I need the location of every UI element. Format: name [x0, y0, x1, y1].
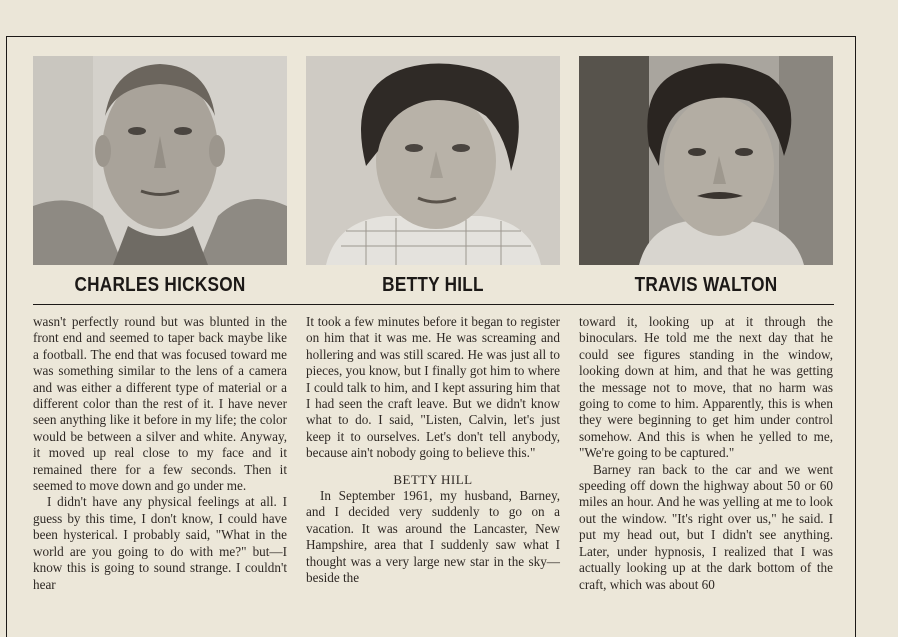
portrait-image: [33, 56, 287, 265]
paragraph: I didn't have any physical feelings at all. I guess by this time, I don't know, I could have been hysterical. I probably said, "What in the world are you going to do with me?" but—I know this is going to sound strange. I couldn't hear: [33, 494, 287, 592]
text-column-3: [579, 314, 833, 593]
betty-hill-photo: [306, 56, 560, 265]
paragraph: Barney ran back to the car and we went speeding off down the highway about 50 or 60 miles an hour. And he was yelling at me to look out the window. "It's right over us," he said. I put my head out, but I didn't see anything. Later, under hypnosis, I realized that I was actually looking up at the dark bottom of the craft, which was about 60: [579, 461, 833, 592]
travis-walton-photo: [579, 56, 833, 265]
paragraph: wasn't perfectly round but was blunted in the front end and seemed to taper back maybe like a football. The end that was focused toward me was something similar to the lens of a camera and was either a different type of material or a different color than the rest of it. I have never seen anything like it before in my life; the color would be between a silver and white. Anyway, it moved up real close to my face and it remained there for a few seconds. Then it seemed to move down and go under me.: [33, 314, 287, 494]
name-caption: BETTY HILL: [382, 274, 484, 296]
text-column-1: [33, 314, 287, 593]
portrait-image: [306, 56, 560, 265]
charles-hickson-photo: [33, 56, 287, 265]
paragraph: It took a few minutes before it began to register on him that it was me. He was screaming and hollering and was still scared. He was just all to pieces, you know, but I finally got him to where I could talk to him, and I kept assuring him that I had seen the craft leave. But we didn't know what to do. I said, "Listen, Calvin, let's just keep it to ourselves. Let's don't tell anybody, because ain't nobody going to believe this.": [306, 314, 560, 461]
name-caption: TRAVIS WALTON: [634, 274, 778, 296]
divider-rule: [33, 304, 834, 305]
paragraph: In September 1961, my husband, Barney, and I decided very suddenly to go on a vacation. It was around the Lancaster, New Hampshire, area that I suddenly saw what I thought was a very large new star in the sky—beside the: [306, 488, 560, 586]
name-caption: CHARLES HICKSON: [74, 274, 246, 296]
text-column-2: [306, 314, 560, 587]
paragraph: toward it, looking up at it through the binoculars. He told me the next day that he could see figures standing in the window, looking down at him, and that he was getting the message not to move, that no harm was going to come to him. Apparently, this is when they were beginning to get him under control somehow. And this is when he yelled to me, "We're going to be captured.": [579, 314, 833, 461]
section-heading: BETTY HILL: [393, 471, 473, 487]
portrait-image: [579, 56, 833, 265]
